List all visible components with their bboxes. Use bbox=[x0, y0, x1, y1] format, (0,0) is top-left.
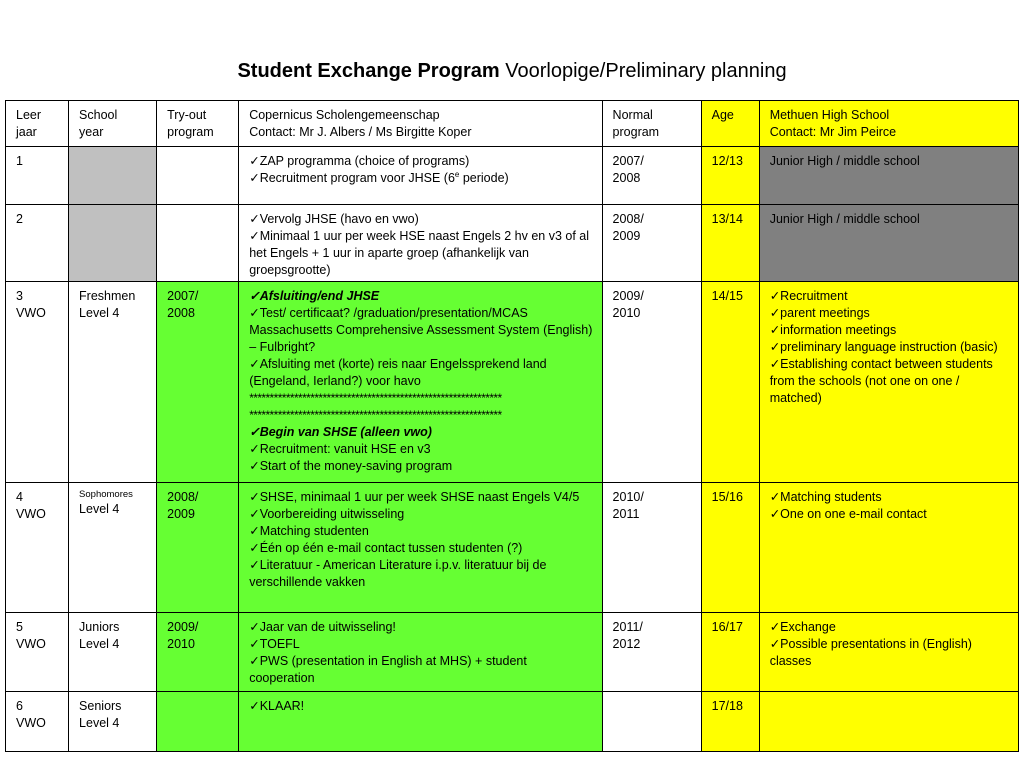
check-item: ✓ Één op één e-mail contact tussen studenten (?) bbox=[249, 540, 595, 557]
header-school-year bbox=[69, 101, 157, 147]
cell-text: 2008 bbox=[167, 306, 195, 320]
check-item: ✓ One on one e-mail contact bbox=[770, 506, 1012, 523]
check-item: ✓ Exchange bbox=[770, 619, 1012, 636]
cell-tryout bbox=[157, 692, 239, 752]
check-item: ✓ Possible presentations in (English) classes bbox=[770, 636, 1012, 670]
cell-methuen bbox=[759, 282, 1018, 483]
cell-leer-jaar bbox=[6, 692, 69, 752]
cell-text: 2009/ bbox=[167, 620, 199, 634]
cell-copernicus bbox=[239, 483, 602, 613]
header-normal-program bbox=[602, 101, 701, 147]
header-text: year bbox=[79, 125, 104, 139]
cell-text: Juniors bbox=[79, 620, 120, 634]
cell-copernicus bbox=[239, 147, 602, 205]
cell-age bbox=[701, 483, 759, 613]
cell-school-year bbox=[69, 282, 157, 483]
header-text: Methuen High School bbox=[769, 108, 890, 122]
cell-age bbox=[701, 282, 759, 483]
check-item: ✓ information meetings bbox=[770, 322, 1012, 339]
table-row bbox=[6, 147, 1019, 205]
cell-school-year bbox=[69, 205, 157, 282]
separator-stars: ************************************************************** bbox=[249, 391, 502, 405]
header-copernicus bbox=[239, 101, 602, 147]
table-row bbox=[6, 483, 1019, 613]
header-text: Copernicus Scholengemeenschap bbox=[249, 108, 440, 122]
title-main: Student Exchange Program bbox=[237, 60, 500, 82]
cell-text: 2010 bbox=[612, 306, 641, 320]
cell-tryout bbox=[157, 147, 239, 205]
check-item: ✓ ZAP programma (choice of programs) bbox=[249, 153, 595, 170]
header-age bbox=[701, 101, 759, 147]
cell-text: Level 4 bbox=[79, 716, 120, 730]
cell-normal bbox=[602, 613, 701, 692]
check-item: ✓ Test/ certificaat? /graduation/presentation/MCAS Massachusetts Comprehensive Assessment System (English) – Fulbright? bbox=[249, 305, 595, 356]
cell-age bbox=[701, 613, 759, 692]
cell-normal bbox=[602, 205, 701, 282]
check-item: ✓ parent meetings bbox=[770, 305, 1012, 322]
header-leer-jaar bbox=[6, 101, 69, 147]
check-item: ✓ Recruitment: vanuit HSE en v3 bbox=[249, 441, 595, 458]
check-item: ✓ Afsluiting/end JHSE bbox=[249, 288, 595, 305]
header-text: Normal bbox=[612, 108, 653, 122]
cell-text: 2009/ bbox=[612, 289, 644, 303]
superscript: e bbox=[454, 169, 460, 179]
cell-normal bbox=[602, 282, 701, 483]
cell-text: 2008 bbox=[612, 171, 641, 185]
table-header-row bbox=[6, 101, 1019, 147]
cell-text: 16/17 bbox=[711, 620, 743, 634]
cell-text: 2009 bbox=[167, 507, 195, 521]
cell-text: Junior High / middle school bbox=[769, 154, 920, 168]
cell-copernicus bbox=[239, 282, 602, 483]
check-item: ✓ Establishing contact between students from the schools (not one on one / matched) bbox=[770, 356, 1012, 407]
check-item: ✓ Afsluiting met (korte) reis naar Engelssprekend land (Engeland, Ierland?) voor havo bbox=[249, 356, 595, 390]
check-item: ✓ Begin van SHSE (alleen vwo) bbox=[249, 424, 595, 441]
header-text: School bbox=[79, 108, 118, 122]
cell-normal bbox=[602, 147, 701, 205]
planning-table bbox=[5, 100, 1019, 752]
cell-text: 2008/ bbox=[167, 490, 199, 504]
cell-text: VWO bbox=[16, 306, 46, 320]
slide-title bbox=[0, 58, 1024, 84]
cell-leer-jaar bbox=[6, 147, 69, 205]
cell-text: Level 4 bbox=[79, 637, 120, 651]
table-row bbox=[6, 205, 1019, 282]
check-item: ✓ Jaar van de uitwisseling! bbox=[249, 619, 595, 636]
header-methuen bbox=[759, 101, 1018, 147]
cell-text: 13/14 bbox=[711, 212, 743, 226]
table-row bbox=[6, 692, 1019, 752]
check-item: ✓ SHSE, minimaal 1 uur per week SHSE naast Engels V4/5 bbox=[249, 489, 595, 506]
cell-text: Sophomores bbox=[79, 489, 133, 500]
separator-stars: ************************************************************** bbox=[249, 408, 502, 422]
cell-text: 2009 bbox=[612, 229, 641, 243]
cell-text: VWO bbox=[16, 716, 46, 730]
cell-age bbox=[701, 205, 759, 282]
check-item: ✓ KLAAR! bbox=[249, 698, 595, 715]
cell-text: 14/15 bbox=[711, 289, 743, 303]
check-item: ✓ Start of the money-saving program bbox=[249, 458, 595, 475]
header-text: Age bbox=[711, 108, 734, 122]
cell-normal bbox=[602, 692, 701, 752]
cell-leer-jaar bbox=[6, 613, 69, 692]
cell-leer-jaar bbox=[6, 282, 69, 483]
cell-text: Freshmen bbox=[79, 289, 136, 303]
cell-leer-jaar bbox=[6, 205, 69, 282]
cell-text: VWO bbox=[16, 507, 46, 521]
cell-methuen bbox=[759, 147, 1018, 205]
cell-school-year bbox=[69, 692, 157, 752]
check-item: ✓ Matching studenten bbox=[249, 523, 595, 540]
cell-text: 2 bbox=[16, 212, 23, 226]
cell-text: 12/13 bbox=[711, 154, 743, 168]
table-row bbox=[6, 282, 1019, 483]
cell-text: 5 bbox=[16, 620, 23, 634]
cell-text: 1 bbox=[16, 154, 23, 168]
cell-text: 4 bbox=[16, 490, 23, 504]
cell-methuen bbox=[759, 692, 1018, 752]
cell-methuen bbox=[759, 205, 1018, 282]
cell-text: 2010 bbox=[167, 637, 195, 651]
table-row bbox=[6, 613, 1019, 692]
cell-school-year bbox=[69, 613, 157, 692]
cell-age bbox=[701, 147, 759, 205]
cell-text: 2012 bbox=[612, 637, 641, 651]
header-tryout-program bbox=[157, 101, 239, 147]
cell-text: 2011/ bbox=[612, 620, 643, 634]
cell-copernicus bbox=[239, 613, 602, 692]
cell-copernicus bbox=[239, 205, 602, 282]
cell-text: VWO bbox=[16, 637, 46, 651]
cell-text: periode) bbox=[459, 171, 509, 185]
cell-methuen bbox=[759, 483, 1018, 613]
check-item: ✓ Minimaal 1 uur per week HSE naast Engels 2 hv en v3 of al het Engels + 1 uur in aparte groep (afhankelijk van groepsgrootte) bbox=[249, 228, 595, 279]
cell-text: 2011 bbox=[612, 507, 640, 521]
cell-tryout bbox=[157, 613, 239, 692]
cell-text: 2010/ bbox=[612, 490, 644, 504]
cell-text: Recruitment program voor JHSE (6 bbox=[259, 171, 455, 185]
check-item: ✓ TOEFL bbox=[249, 636, 595, 653]
check-item bbox=[249, 170, 595, 187]
cell-school-year bbox=[69, 483, 157, 613]
cell-text: 2007/ bbox=[612, 154, 644, 168]
cell-text: 17/18 bbox=[711, 699, 743, 713]
header-text: Contact: Mr Jim Peirce bbox=[769, 125, 897, 139]
header-text: Try-out bbox=[167, 108, 207, 122]
header-text: Leer bbox=[16, 108, 42, 122]
check-item: ✓ Recruitment bbox=[770, 288, 1012, 305]
cell-normal bbox=[602, 483, 701, 613]
cell-age bbox=[701, 692, 759, 752]
cell-tryout bbox=[157, 282, 239, 483]
check-item: ✓ preliminary language instruction (basic) bbox=[770, 339, 1012, 356]
header-text: program bbox=[167, 125, 214, 139]
cell-school-year bbox=[69, 147, 157, 205]
cell-text: 2007/ bbox=[167, 289, 199, 303]
check-item: ✓ Literatuur - American Literature i.p.v. literatuur bij de verschillende vakken bbox=[249, 557, 595, 591]
check-item: ✓ Vervolg JHSE (havo en vwo) bbox=[249, 211, 595, 228]
cell-text: Seniors bbox=[79, 699, 122, 713]
cell-text: Level 4 bbox=[79, 306, 120, 320]
cell-text: 6 bbox=[16, 699, 23, 713]
cell-copernicus bbox=[239, 692, 602, 752]
title-sub: Voorlopige/Preliminary planning bbox=[505, 60, 787, 82]
cell-text: Level 4 bbox=[79, 502, 120, 516]
cell-text: Junior High / middle school bbox=[769, 212, 920, 226]
cell-text: 15/16 bbox=[711, 490, 743, 504]
check-item: ✓ Matching students bbox=[770, 489, 1012, 506]
check-item: ✓ PWS (presentation in English at MHS) + student cooperation bbox=[249, 653, 595, 687]
header-text: program bbox=[612, 125, 660, 139]
check-item: ✓ Voorbereiding uitwisseling bbox=[249, 506, 595, 523]
header-text: jaar bbox=[16, 125, 37, 139]
cell-text: 3 bbox=[16, 289, 23, 303]
cell-methuen bbox=[759, 613, 1018, 692]
cell-tryout bbox=[157, 483, 239, 613]
cell-leer-jaar bbox=[6, 483, 69, 613]
cell-text: 2008/ bbox=[612, 212, 644, 226]
cell-tryout bbox=[157, 205, 239, 282]
header-text: Contact: Mr J. Albers / Ms Birgitte Koper bbox=[249, 125, 472, 139]
